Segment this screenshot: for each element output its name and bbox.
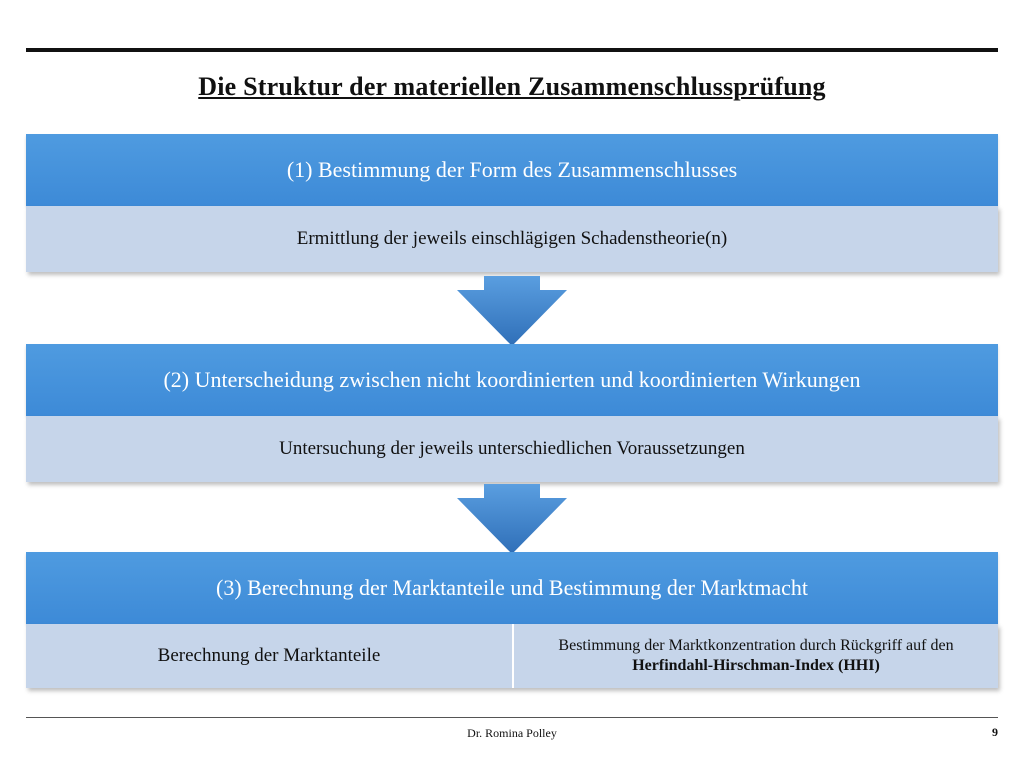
step-2-header: (2) Unterscheidung zwischen nicht koordinierten und koordinierten Wirkungen (26, 344, 998, 416)
step-3-body-right-text: Bestimmung der Marktkonzentration durch Rückgriff auf den (558, 637, 954, 654)
step-1-header: (1) Bestimmung der Form des Zusammenschlusses (26, 134, 998, 206)
down-arrow-icon (457, 484, 567, 562)
step-3-body (26, 624, 998, 688)
slide-title: Die Struktur der materiellen Zusammenschlussprüfung (198, 72, 826, 101)
hhi-term: Herfindahl-Hirschman-Index (HHI) (632, 657, 880, 674)
step-3-body-right (514, 624, 998, 688)
top-rule (26, 48, 998, 52)
step-3-body-left: Berechnung der Marktanteile (157, 645, 381, 666)
step-3-header: (3) Berechnung der Marktanteile und Bestimmung der Marktmacht (26, 552, 998, 624)
footer-rule (26, 717, 998, 718)
page-number: 9 (992, 725, 998, 739)
step-1-body: Ermittlung der jeweils einschlägigen Schadenstheorie(n) (26, 206, 998, 272)
step-2-body: Untersuchung der jeweils unterschiedlichen Voraussetzungen (26, 416, 998, 482)
down-arrow-icon (457, 276, 567, 354)
footer-author: Dr. Romina Polley (467, 726, 557, 740)
